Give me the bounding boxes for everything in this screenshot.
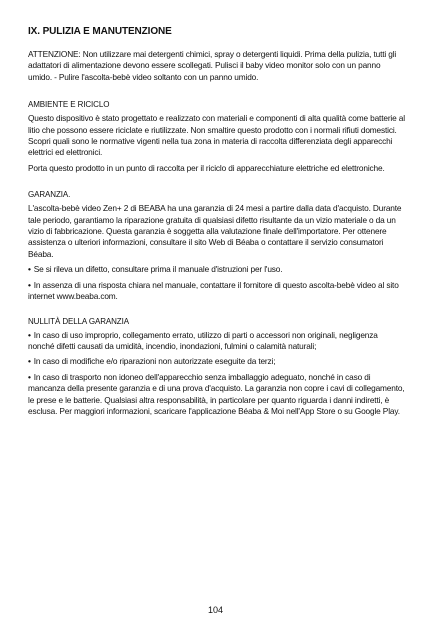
warranty-heading: GARANZIA. — [28, 190, 71, 200]
environment-paragraph-2: Porta questo prodotto in un punto di raccolta per il riciclo di apparecchiature elettriche ed elettroniche. — [28, 162, 385, 173]
bullet-text: In caso di trasporto non idoneo dell'apparecchio senza imballaggio adeguato, nonché in caso di mancanza della presente garanzia e di una prova d'acquisto. La garanzia non copre i cavi di collegamento, le prese e le batterie. Qualsiasi altra responsabilità, in particolare per quanto riguarda i danni indiretti, è esclusa. Per maggiori informazioni, scaricare l'applicazione Béaba & Moi nell'App Store o su Google Play. — [28, 371, 405, 416]
section-title: IX. PULIZIA E MANUTENZIONE — [28, 26, 172, 37]
cleaning-paragraph — [28, 49, 406, 83]
bullet-text: In assenza di una risposta chiara nel manuale, contattare il fornitore di questo ascolta-bebè video al sito internet www.beaba.com. — [28, 279, 399, 302]
page-number: 104 — [207, 605, 224, 615]
warranty-bullet — [28, 264, 406, 275]
bullet-mark: • — [28, 279, 31, 290]
environment-heading: AMBIENTE E RICICLO — [28, 100, 110, 110]
nullity-bullet — [28, 372, 406, 418]
nullity-bullet — [28, 330, 406, 353]
cleaning-text: Non utilizzare mai detergenti chimici, spray o detergenti liquidi. Prima della pulizia, tutti gli adattatori di alimentazione devono essere scollegati. Pulisci il baby video monitor solo con un panno umido. - Pulire l'ascolta-bebè video soltanto con un panno umido. — [28, 49, 397, 82]
bullet-text: In caso di uso improprio, collegamento errato, utilizzo di parti o accessori non originali, negligenza nonché difetti causati da umidità, incendio, inondazioni, fulmini o calamità naturali; — [28, 329, 378, 351]
warranty-bullet — [28, 280, 406, 303]
bullet-mark: • — [28, 329, 31, 340]
bullet-mark: • — [28, 356, 31, 367]
bullet-mark: • — [28, 264, 31, 275]
bullet-text: Se si rileva un difetto, consultare prima il manuale d'istruzioni per l'uso. — [33, 264, 283, 275]
warning-lead: ATTENZIONE: — [28, 49, 81, 59]
bullet-mark: • — [28, 371, 31, 382]
nullity-bullet — [28, 356, 406, 367]
bullet-text: In caso di modifiche e/o riparazioni non autorizzate eseguite da terzi; — [33, 356, 276, 367]
warranty-paragraph: L'ascolta-bebè video Zen+ 2 di BEABA ha una garanzia di 24 mesi a partire dalla data d'acquisto. Durante tale periodo, garantiamo la riparazione gratuita di qualsiasi difetto risultante da un vizio materiale o da un vizio di fabbricazione. Questa garanzia è soggetta alla valutazione finale dell'importatore. Per ottenere assistenza o ulteriori informazioni, consultare il sito Web di Béaba o contattare il servizio consumatori Béaba. — [28, 203, 402, 259]
nullity-heading: NULLITÀ DELLA GARANZIA — [28, 316, 129, 326]
manual-page — [28, 26, 406, 417]
environment-paragraph-1: Questo dispositivo è stato progettato e realizzato con materiali e componenti di alta qualità come batterie al litio che possono essere riciclate e riutilizzate. Non smaltire questo prodotto con i normali rifiuti domestici. Scopri quali sono le normative vigenti nella tua zona in materia di raccolta differenziata degli apparecchi elettrici ed elettronici. — [28, 113, 405, 158]
